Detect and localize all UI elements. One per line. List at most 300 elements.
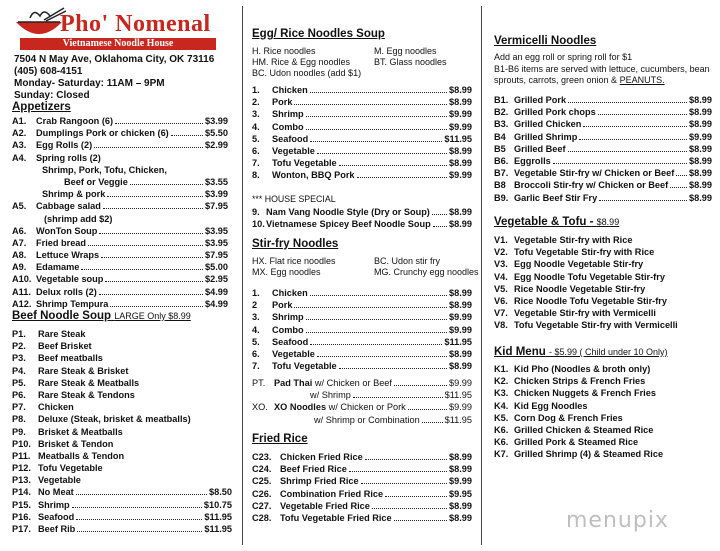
beef-soup-list xyxy=(12,328,232,535)
item-code: A10. xyxy=(12,274,32,285)
item-name: Grilled Chicken & Steamed Rice xyxy=(514,424,654,435)
egg-rice-legend xyxy=(252,46,472,79)
item-name: Rare Steak & Brisket xyxy=(38,365,129,376)
veg-tofu-heading: Vegetable & Tofu - $8.99 xyxy=(494,216,620,228)
house-special-item xyxy=(252,206,472,218)
item-code: P6. xyxy=(12,389,26,400)
item-name: Seafood xyxy=(272,133,309,144)
item-code: A8. xyxy=(12,250,27,261)
item-code: V2. xyxy=(494,247,508,258)
legend-entry: H. Rice noodles xyxy=(252,46,316,56)
item-name: Corn Dog & French Fries xyxy=(514,412,623,423)
item-code: B7. xyxy=(494,168,509,179)
dot-leader xyxy=(579,139,687,140)
item-price: $8.99 xyxy=(689,95,712,105)
beef-soup-item xyxy=(12,377,232,389)
stir-fry-legend xyxy=(252,256,479,278)
beef-soup-item xyxy=(12,365,232,377)
appetizer-item xyxy=(12,176,228,188)
stir-fry-item xyxy=(252,348,472,360)
item-name: Shrimp xyxy=(272,109,304,120)
beef-soup-item xyxy=(12,499,232,511)
item-name: Shrimp Fried Rice xyxy=(280,476,359,487)
item-name: Fried bread xyxy=(36,237,87,248)
legend-entry: BC. Udon noodles (add $1) xyxy=(252,68,362,78)
stir-fry-heading: Stir-fry Noodles xyxy=(252,238,339,250)
item-price: $3.99 xyxy=(205,189,228,200)
item-name: Dumplings Pork or chicken (6) xyxy=(36,128,169,139)
item-code: 6. xyxy=(252,348,260,359)
dot-leader xyxy=(365,459,447,460)
item-code: A11. xyxy=(12,286,31,297)
item-code: A4. xyxy=(12,152,27,163)
kid-menu-list xyxy=(494,363,712,461)
item-name: Vegetable Stir-fry w/ Chicken or Beef xyxy=(514,168,675,179)
dot-leader xyxy=(110,306,203,307)
vermicelli-item xyxy=(494,143,712,155)
item-code: A1. xyxy=(12,116,27,126)
dot-leader xyxy=(306,116,447,117)
fried-rice-item xyxy=(252,451,472,463)
dot-leader xyxy=(568,102,687,103)
appetizer-item xyxy=(12,139,228,151)
dot-leader xyxy=(76,519,202,520)
item-name: Tofu Vegetable Stir-fry with Rice xyxy=(514,247,655,258)
dot-leader xyxy=(103,208,203,209)
item-name: Chicken xyxy=(272,288,308,298)
item-price: $8.99 xyxy=(449,452,472,462)
item-code: B5 xyxy=(494,143,506,154)
beef-soup-title: Beef Noodle Soup xyxy=(12,310,112,322)
pad-thai-shrimp-row: w/ Shrimp $11.95 xyxy=(310,390,472,401)
item-price: $9.99 xyxy=(449,324,472,335)
veg-tofu-item xyxy=(494,295,712,307)
dot-leader xyxy=(76,494,207,495)
item-price: $8.99 xyxy=(449,219,472,230)
dot-leader xyxy=(171,135,203,136)
fried-rice-item xyxy=(252,488,472,500)
item-name: Vegetable xyxy=(38,475,81,486)
dot-leader xyxy=(553,163,687,164)
pad-thai-block xyxy=(252,377,472,426)
dot-leader xyxy=(130,184,203,185)
item-code: P9. xyxy=(12,426,26,437)
item-price: $9.99 xyxy=(449,476,472,487)
kid-menu-note: - $5.99 ( Child under 10 Only) xyxy=(548,347,668,357)
dot-leader xyxy=(88,245,203,246)
legend-entry: MG. Crunchy egg noodles xyxy=(374,267,479,277)
beef-soup-item xyxy=(12,486,232,498)
item-price: $4.99 xyxy=(205,286,228,297)
item-name: Tofu Vegetable xyxy=(38,463,103,474)
item-code: B1. xyxy=(494,95,509,105)
dot-leader xyxy=(372,508,447,509)
house-special-label: *** HOUSE SPECIAL xyxy=(252,194,336,204)
item-name: Lettuce Wraps xyxy=(36,250,100,261)
dot-leader xyxy=(394,520,447,521)
beef-soup-item xyxy=(12,352,232,364)
appetizers-heading: Appetizers xyxy=(12,101,71,113)
item-price: $8.99 xyxy=(689,107,712,118)
item-price: $11.95 xyxy=(444,133,472,144)
item-name: Egg Noodle Vegetable Stir-fry xyxy=(514,259,644,270)
veg-tofu-item xyxy=(494,271,712,283)
item-code: A6. xyxy=(12,225,27,236)
item-price: $8.99 xyxy=(689,143,712,154)
appetizer-item xyxy=(12,127,228,139)
item-code: 3. xyxy=(252,109,260,120)
dot-leader xyxy=(598,114,687,115)
phone: (405) 608-4151 xyxy=(14,66,83,77)
item-price: $3.99 xyxy=(205,116,228,126)
item-price: $3.95 xyxy=(205,225,228,236)
item-price: $8.99 xyxy=(449,348,472,359)
vermicelli-item xyxy=(494,131,712,143)
item-code: V8. xyxy=(494,320,508,331)
item-name: Chicken Fried Rice xyxy=(280,452,363,462)
legend-row xyxy=(252,267,479,278)
item-price: $10.75 xyxy=(203,499,232,510)
item-name: Rare Steak & Meatballs xyxy=(38,377,140,388)
stir-fry-item xyxy=(252,336,472,348)
hours-sunday: Sunday: Closed xyxy=(14,90,90,101)
appetizer-item xyxy=(12,273,228,285)
vermicelli-note-served: B1-B6 items are served with lettuce, cucumbers, bean sprouts, carrots, green onion & PEANUTS. xyxy=(494,63,710,85)
item-code: 7. xyxy=(252,158,260,169)
item-name: Rare Steak xyxy=(38,329,86,339)
house-special-list xyxy=(252,206,472,230)
item-code: 2 xyxy=(252,300,258,311)
item-name: Chicken xyxy=(38,402,74,413)
beef-soup-item xyxy=(12,328,232,340)
item-name: Seafood xyxy=(38,511,75,522)
item-price: $8.99 xyxy=(449,207,472,217)
beef-soup-item xyxy=(12,413,232,425)
item-name: Vegetable Fried Rice xyxy=(280,500,370,511)
item-code: A5. xyxy=(12,201,27,212)
kid-menu-item xyxy=(494,448,712,460)
item-name: Kid Egg Noodles xyxy=(514,400,588,411)
appetizer-item xyxy=(12,188,228,200)
hours-weekday: Monday- Saturday: 11AM – 9PM xyxy=(14,78,165,89)
legend-entry: BT. Glass noodles xyxy=(374,57,447,67)
egg-rice-heading: Egg/ Rice Noodles Soup xyxy=(252,28,385,40)
dot-leader xyxy=(339,368,447,369)
item-price: $5.50 xyxy=(205,128,228,139)
legend-entry: HM. Rice & Egg noodles xyxy=(252,57,351,67)
legend-entry: MX. Egg noodles xyxy=(252,267,321,277)
egg-rice-item xyxy=(252,145,472,157)
item-name: Seafood xyxy=(272,336,309,347)
item-name: Vegetable xyxy=(272,145,315,156)
item-code: P7. xyxy=(12,402,26,413)
item-code: C24. xyxy=(252,464,272,475)
legend-entry: M. Egg noodles xyxy=(374,46,437,56)
item-name: Wonton, BBQ Pork xyxy=(272,170,355,181)
item-price: $9.99 xyxy=(449,170,472,181)
item-price: $2.95 xyxy=(205,274,228,285)
item-code: K6. xyxy=(494,424,509,435)
item-price: $11.95 xyxy=(444,336,472,347)
kid-menu-heading: Kid Menu - $5.99 ( Child under 10 Only) xyxy=(494,346,668,358)
legend-row xyxy=(252,68,472,79)
dot-leader xyxy=(310,295,447,296)
item-code: P14. xyxy=(12,487,31,498)
item-code: K2. xyxy=(494,376,509,387)
item-code: B2. xyxy=(494,107,509,118)
item-code: K3. xyxy=(494,388,509,399)
egg-rice-list xyxy=(252,84,472,182)
dot-leader xyxy=(99,294,203,295)
legend-row xyxy=(252,46,472,57)
item-code: 4. xyxy=(252,121,260,132)
egg-rice-item xyxy=(252,121,472,133)
item-name: Tofu Vegetable Fried Rice xyxy=(280,512,392,523)
item-code: P4. xyxy=(12,365,26,376)
dot-leader xyxy=(310,344,442,345)
item-name: Grilled Shrimp (4) & Steamed Rice xyxy=(514,449,664,460)
item-code: P17. xyxy=(12,524,31,534)
item-code: B4 xyxy=(494,131,506,142)
item-price: $8.99 xyxy=(689,155,712,166)
item-code: A7. xyxy=(12,237,27,248)
egg-rice-item xyxy=(252,96,472,108)
item-code: 8. xyxy=(252,170,260,181)
item-price: $8.99 xyxy=(449,97,472,108)
item-price: $8.99 xyxy=(449,85,472,95)
beef-soup-item xyxy=(12,462,232,474)
dot-leader xyxy=(306,332,447,333)
fried-rice-list xyxy=(252,451,472,524)
dot-leader xyxy=(599,200,687,201)
item-name: Nam Vang Noodle Style (Dry or Soup) xyxy=(266,207,430,217)
item-price: $2.99 xyxy=(205,140,228,151)
appetizer-item xyxy=(12,286,228,298)
item-name: Shrimp, Pork, Tofu, Chicken, xyxy=(42,164,167,175)
appetizer-item xyxy=(12,225,228,237)
egg-rice-item xyxy=(252,169,472,181)
fried-rice-item xyxy=(252,475,472,487)
column-left xyxy=(0,0,242,551)
veg-tofu-item xyxy=(494,246,712,258)
item-name: Vegetable xyxy=(272,348,315,359)
item-name: Garlic Beef Stir Fry xyxy=(514,192,598,203)
item-name: (shrimp add $2) xyxy=(44,213,113,224)
stir-fry-item xyxy=(252,287,472,299)
item-name: Combo xyxy=(272,324,304,335)
appetizers-list xyxy=(12,115,228,310)
item-name: Rare Steak & Tendons xyxy=(38,389,135,400)
veg-tofu-price: $8.99 xyxy=(596,217,620,227)
vermicelli-item xyxy=(494,106,712,118)
item-price: $8.99 xyxy=(689,168,712,179)
item-name: WonTon Soup xyxy=(36,225,98,236)
item-code: V6. xyxy=(494,295,508,306)
item-code: B6. xyxy=(494,155,509,166)
item-price: $11.95 xyxy=(204,511,232,522)
vermicelli-item xyxy=(494,192,712,204)
logo xyxy=(10,4,216,52)
dot-leader xyxy=(317,153,447,154)
item-code: A12. xyxy=(12,298,32,309)
appetizer-item xyxy=(12,164,228,176)
item-name: Grilled Pork xyxy=(514,95,567,105)
item-code: 7. xyxy=(252,361,260,372)
item-name: Shrimp Tempura xyxy=(36,298,109,309)
xo-noodles-row: XO. XO Noodles w/ Chicken or Pork $9.99 xyxy=(252,402,472,413)
item-price: $8.99 xyxy=(689,192,712,203)
item-name: Meatballs & Tendon xyxy=(38,450,125,461)
stir-fry-item xyxy=(252,360,472,372)
stir-fry-list xyxy=(252,287,472,372)
item-code: B3. xyxy=(494,119,509,130)
item-price: $3.55 xyxy=(205,176,228,187)
kid-menu-item xyxy=(494,436,712,448)
item-code: V5. xyxy=(494,283,508,294)
vermicelli-item xyxy=(494,118,712,130)
dot-leader xyxy=(317,356,447,357)
item-price: $8.99 xyxy=(449,158,472,169)
item-name: Brisket & Tendon xyxy=(38,438,114,449)
item-code: 2. xyxy=(252,97,260,108)
item-code: V1. xyxy=(494,235,508,245)
veg-tofu-item xyxy=(494,234,712,246)
item-code: C23. xyxy=(252,452,272,462)
veg-tofu-item xyxy=(494,258,712,270)
item-code: P2. xyxy=(12,341,26,352)
egg-rice-item xyxy=(252,108,472,120)
item-code: C27. xyxy=(252,500,272,511)
item-name: Vegetable soup xyxy=(36,274,104,285)
item-code: P8. xyxy=(12,414,26,425)
item-code: C26. xyxy=(252,488,272,499)
dot-leader xyxy=(72,507,202,508)
stir-fry-item xyxy=(252,311,472,323)
dot-leader xyxy=(94,147,203,148)
item-name: Vegetable Stir-fry with Rice xyxy=(514,235,633,245)
item-code: P15. xyxy=(12,499,31,510)
kid-menu-item xyxy=(494,363,712,375)
kid-menu-item xyxy=(494,412,712,424)
dot-leader xyxy=(349,471,447,472)
beef-soup-item xyxy=(12,438,232,450)
stir-fry-item xyxy=(252,299,472,311)
beef-soup-item xyxy=(12,474,232,486)
item-name: Chicken xyxy=(272,85,308,95)
item-code: A3. xyxy=(12,140,27,151)
item-name: Grilled Chicken xyxy=(514,119,582,130)
watermark: menupix xyxy=(566,508,669,533)
appetizer-item xyxy=(12,298,228,310)
beef-soup-item xyxy=(12,401,232,413)
dot-leader xyxy=(294,104,447,105)
dot-leader xyxy=(294,307,447,308)
vermicelli-item xyxy=(494,94,712,106)
item-name: Tofu Vegetable xyxy=(272,361,337,372)
item-code: C28. xyxy=(252,512,272,523)
dot-leader xyxy=(306,129,447,130)
appetizer-item xyxy=(12,152,228,164)
veg-tofu-list xyxy=(494,234,712,332)
item-name: Egg Noodle Tofu Vegetable Stir-fry xyxy=(514,271,665,282)
item-name: Grilled Pork chops xyxy=(514,107,596,118)
item-code: P3. xyxy=(12,353,26,364)
dot-leader xyxy=(306,319,447,320)
dot-leader xyxy=(81,269,203,270)
item-code: P1. xyxy=(12,329,26,339)
veg-tofu-item xyxy=(494,307,712,319)
item-name: Deluxe (Steak, brisket & meatballs) xyxy=(38,414,191,425)
stir-fry-item xyxy=(252,324,472,336)
item-name: Beef or Veggie xyxy=(64,176,128,187)
item-name: Rice Noodle Tofu Vegetable Stir-fry xyxy=(514,295,667,306)
beef-soup-note: LARGE Only $8.99 xyxy=(114,311,191,321)
item-name: Shrimp & pork xyxy=(42,189,106,200)
fried-rice-item xyxy=(252,500,472,512)
item-name: Cabbage salad xyxy=(36,201,101,212)
item-code: V7. xyxy=(494,308,508,319)
dot-leader xyxy=(385,496,447,497)
kid-menu-item xyxy=(494,400,712,412)
dot-leader xyxy=(357,177,447,178)
dot-leader xyxy=(670,187,687,188)
item-name: Crab Rangoon (6) xyxy=(36,116,114,126)
item-code: K4. xyxy=(494,400,509,411)
item-name: Brisket & Meatballs xyxy=(38,426,123,437)
vermicelli-item xyxy=(494,179,712,191)
item-name: Pork xyxy=(272,97,293,108)
item-code: 1. xyxy=(252,288,260,298)
appetizer-item xyxy=(12,200,228,212)
vermicelli-notes xyxy=(494,52,720,87)
item-name: Beef meatballs xyxy=(38,353,103,364)
item-code: V3. xyxy=(494,259,508,270)
item-code: 5. xyxy=(252,336,260,347)
item-price: $8.99 xyxy=(449,361,472,372)
appetizer-item xyxy=(12,249,228,261)
item-name: Chicken Nuggets & French Fries xyxy=(514,388,656,399)
beef-soup-item xyxy=(12,523,232,535)
column-right xyxy=(480,0,720,551)
beef-soup-item xyxy=(12,511,232,523)
item-price: $4.99 xyxy=(205,298,228,309)
item-name: Rice Noodle Vegetable Stir-fry xyxy=(514,283,646,294)
item-code: P16. xyxy=(12,511,31,522)
fried-rice-heading: Fried Rice xyxy=(252,433,308,445)
appetizer-item xyxy=(12,237,228,249)
item-price: $9.99 xyxy=(449,109,472,120)
item-name: Shrimp xyxy=(38,499,70,510)
item-code: 5. xyxy=(252,133,260,144)
item-code: A9. xyxy=(12,262,27,273)
item-name: Edamame xyxy=(36,262,80,273)
item-name: Delux rolls (2) xyxy=(36,286,97,297)
item-code: A2. xyxy=(12,128,27,139)
item-name: Broccoli Stir-fry w/ Chicken or Beef xyxy=(514,180,669,191)
item-code: P10. xyxy=(12,438,31,449)
dot-leader xyxy=(105,281,203,282)
item-name: Combo xyxy=(272,121,304,132)
vermicelli-item xyxy=(494,155,712,167)
dot-leader xyxy=(361,483,447,484)
item-price: $11.95 xyxy=(204,524,232,534)
item-name: Grilled Beef xyxy=(514,143,566,154)
brand-name: Pho' Nomenal xyxy=(60,11,211,37)
kid-menu-item xyxy=(494,387,712,399)
item-price: $9.99 xyxy=(449,121,472,132)
dot-leader xyxy=(432,214,447,215)
item-name: Kid Pho (Noodles & broth only) xyxy=(514,364,651,374)
